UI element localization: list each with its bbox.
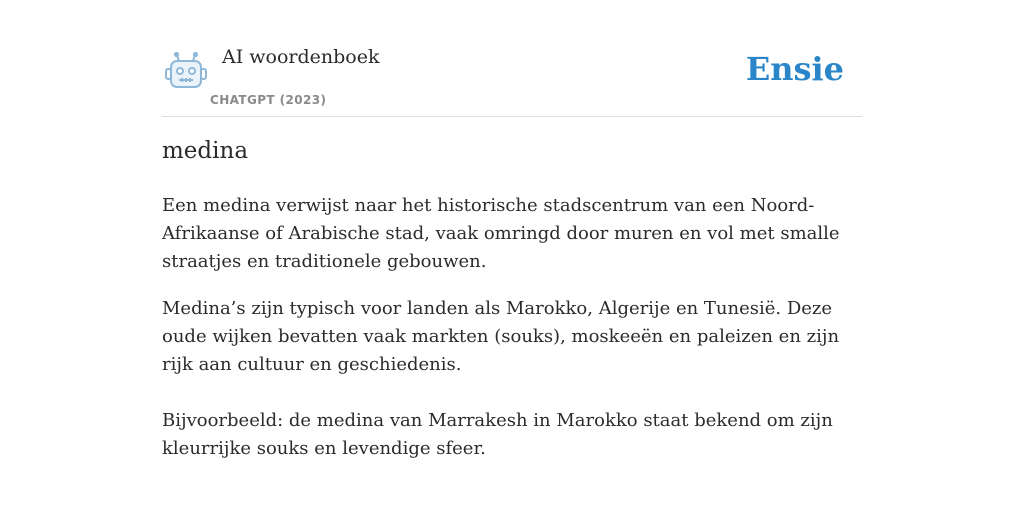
source-subtitle: CHATGPT (2023): [210, 93, 327, 107]
entry-header: [162, 0, 862, 117]
definition-paragraph: Medina’s zijn typisch voor landen als Marokko, Algerije en Tunesië. Deze oude wijken bevatten vaak markten (souks), moskeeën en paleizen en zijn rijk aan cultuur en geschiedenis.: [162, 298, 840, 375]
definition-paragraph: Een medina verwijst naar het historische stadscentrum van een Noord-Afrikaanse of Arabische stad, vaak omringd door muren en vol met smalle straatjes en traditionele gebouwen.: [162, 195, 840, 272]
source-title[interactable]: AI woordenboek: [222, 46, 380, 68]
entry-term: medina: [162, 138, 249, 164]
example-paragraph: Bijvoorbeeld: de medina van Marrakesh in Marokko staat bekend om zijn kleurrijke souks en levendige sfeer.: [162, 410, 833, 459]
robot-icon: [165, 52, 207, 90]
dictionary-entry-page: [162, 0, 862, 459]
ensie-logo-link[interactable]: Ensie: [745, 50, 844, 88]
